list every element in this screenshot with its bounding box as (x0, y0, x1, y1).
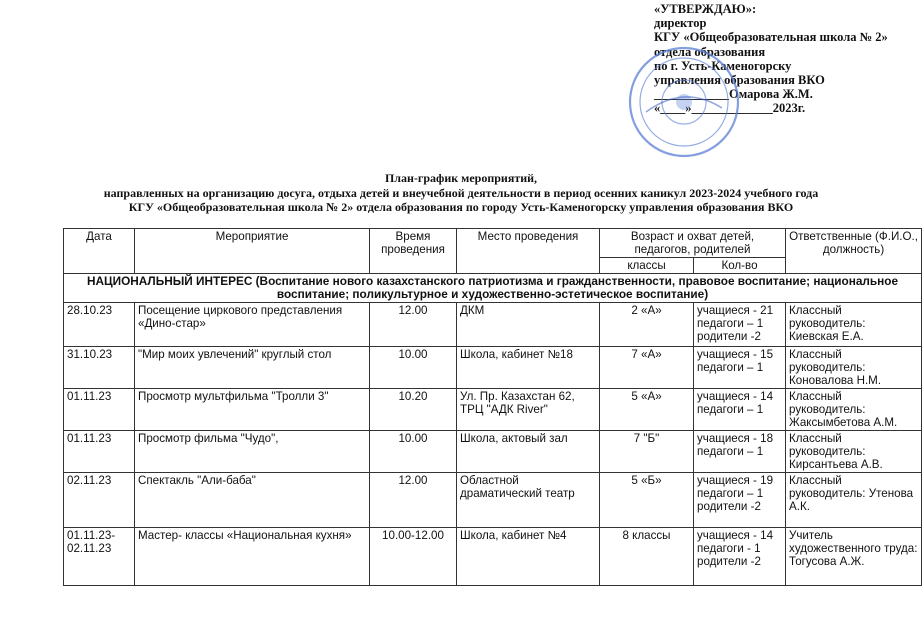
cell-count: учащиеся - 19 педагоги – 1 родители -2 (694, 473, 786, 528)
cell-count: учащиеся - 21 педагоги – 1 родители -2 (694, 303, 786, 347)
cell-time: 10.20 (370, 389, 457, 431)
cell-event: Просмотр мультфильма "Тролли 3" (135, 389, 370, 431)
cell-time: 10.00 (370, 431, 457, 473)
title-line: КГУ «Общеобразовательная школа № 2» отдела образования по городу Усть-Каменогорску управления образования ВКО (128, 200, 794, 214)
approval-line: управления образования ВКО (654, 73, 825, 88)
section-row (64, 274, 922, 303)
cell-count: учащиеся - 15 педагоги – 1 (694, 347, 786, 389)
table-row (64, 473, 922, 528)
header-coverage: Возраст и охват детей, педагогов, родителей (600, 229, 786, 258)
cell-place: ДКМ (457, 303, 600, 347)
cell-classes: 7 «А» (600, 347, 694, 389)
cell-classes: 2 «А» (600, 303, 694, 347)
approval-date-line: «____»_____________2023г. (654, 101, 806, 116)
cell-event: Просмотр фильма "Чудо", (135, 431, 370, 473)
cell-time: 10.00-12.00 (370, 528, 457, 586)
cell-date: 28.10.23 (64, 303, 135, 347)
header-row (64, 229, 922, 258)
table-row (64, 347, 922, 389)
cell-classes: 8 классы (600, 528, 694, 586)
cell-responsible: Классный руководитель: Коновалова Н.М. (786, 347, 922, 389)
cell-place: Школа, кабинет №4 (457, 528, 600, 586)
approval-signature-line: ____________Омарова Ж.М. (654, 87, 813, 102)
cell-place: Ул. Пр. Казахстан 62, ТРЦ "АДК River" (457, 389, 600, 431)
cell-count: учащиеся - 14 педагоги - 1 родители -2 (694, 528, 786, 586)
approval-line: по г. Усть-Каменогорску (654, 58, 792, 73)
title-line: План-график мероприятий, (384, 171, 538, 185)
document-title (0, 171, 922, 215)
cell-event: Мастер- классы «Национальная кухня» (135, 528, 370, 586)
table-row (64, 528, 922, 586)
cell-responsible: Классный руководитель: Кирсантьева А.В. (786, 431, 922, 473)
header-date: Дата (64, 229, 135, 274)
approval-line: директор (654, 16, 707, 31)
cell-place: Школа, актовый зал (457, 431, 600, 473)
title-line: направленных на организацию досуга, отдыха детей и внеучебной деятельности в период осенних каникул 2023-2024 учебного года (103, 185, 819, 200)
cell-time: 10.00 (370, 347, 457, 389)
events-table (63, 228, 922, 586)
header-count: Кол-во (694, 258, 786, 274)
header-place: Место проведения (457, 229, 600, 274)
cell-responsible: Учитель художественного труда: Тогусова А.Ж. (786, 528, 922, 586)
cell-date: 01.11.23 (64, 389, 135, 431)
cell-time: 12.00 (370, 303, 457, 347)
header-event: Мероприятие (135, 229, 370, 274)
cell-event: Посещение циркового представления «Дино-стар» (135, 303, 370, 347)
cell-classes: 5 «Б» (600, 473, 694, 528)
table-row (64, 389, 922, 431)
school-seal-stamp (626, 44, 742, 160)
cell-responsible: Классный руководитель: Утенова А.К. (786, 473, 922, 528)
cell-event: "Мир моих увлечений" круглый стол (135, 347, 370, 389)
approval-line: «УТВЕРЖДАЮ»: (654, 2, 757, 16)
cell-classes: 5 «А» (600, 389, 694, 431)
cell-date: 31.10.23 (64, 347, 135, 389)
approval-line: КГУ «Общеобразовательная школа № 2» (654, 30, 888, 45)
cell-place: Областной драматический театр (457, 473, 600, 528)
approval-line: отдела образования (654, 44, 766, 59)
header-classes: классы (600, 258, 694, 274)
cell-date: 02.11.23 (64, 473, 135, 528)
cell-event: Спектакль "Али-баба" (135, 473, 370, 528)
header-responsible: Ответственные (Ф.И.О., должность) (786, 229, 922, 274)
header-time: Время проведения (370, 229, 457, 274)
cell-classes: 7 "Б" (600, 431, 694, 473)
table-row (64, 431, 922, 473)
cell-time: 12.00 (370, 473, 457, 528)
cell-responsible: Классный руководитель: Киевская Е.А. (786, 303, 922, 347)
cell-place: Школа, кабинет №18 (457, 347, 600, 389)
section-title: НАЦИОНАЛЬНЫЙ ИНТЕРЕС (Воспитание нового казахстанского патриотизма и гражданственности, правовое воспитание; национальное воспитание; поликультурное и художественно-эстетическое воспитание) (64, 274, 922, 303)
cell-responsible: Классный руководитель: Жаксымбетова А.М. (786, 389, 922, 431)
cell-date: 01.11.23 (64, 431, 135, 473)
table-row (64, 303, 922, 347)
cell-date: 01.11.23-02.11.23 (64, 528, 135, 586)
cell-count: учащиеся - 18 педагоги – 1 (694, 431, 786, 473)
cell-count: учащиеся - 14 педагоги – 1 (694, 389, 786, 431)
